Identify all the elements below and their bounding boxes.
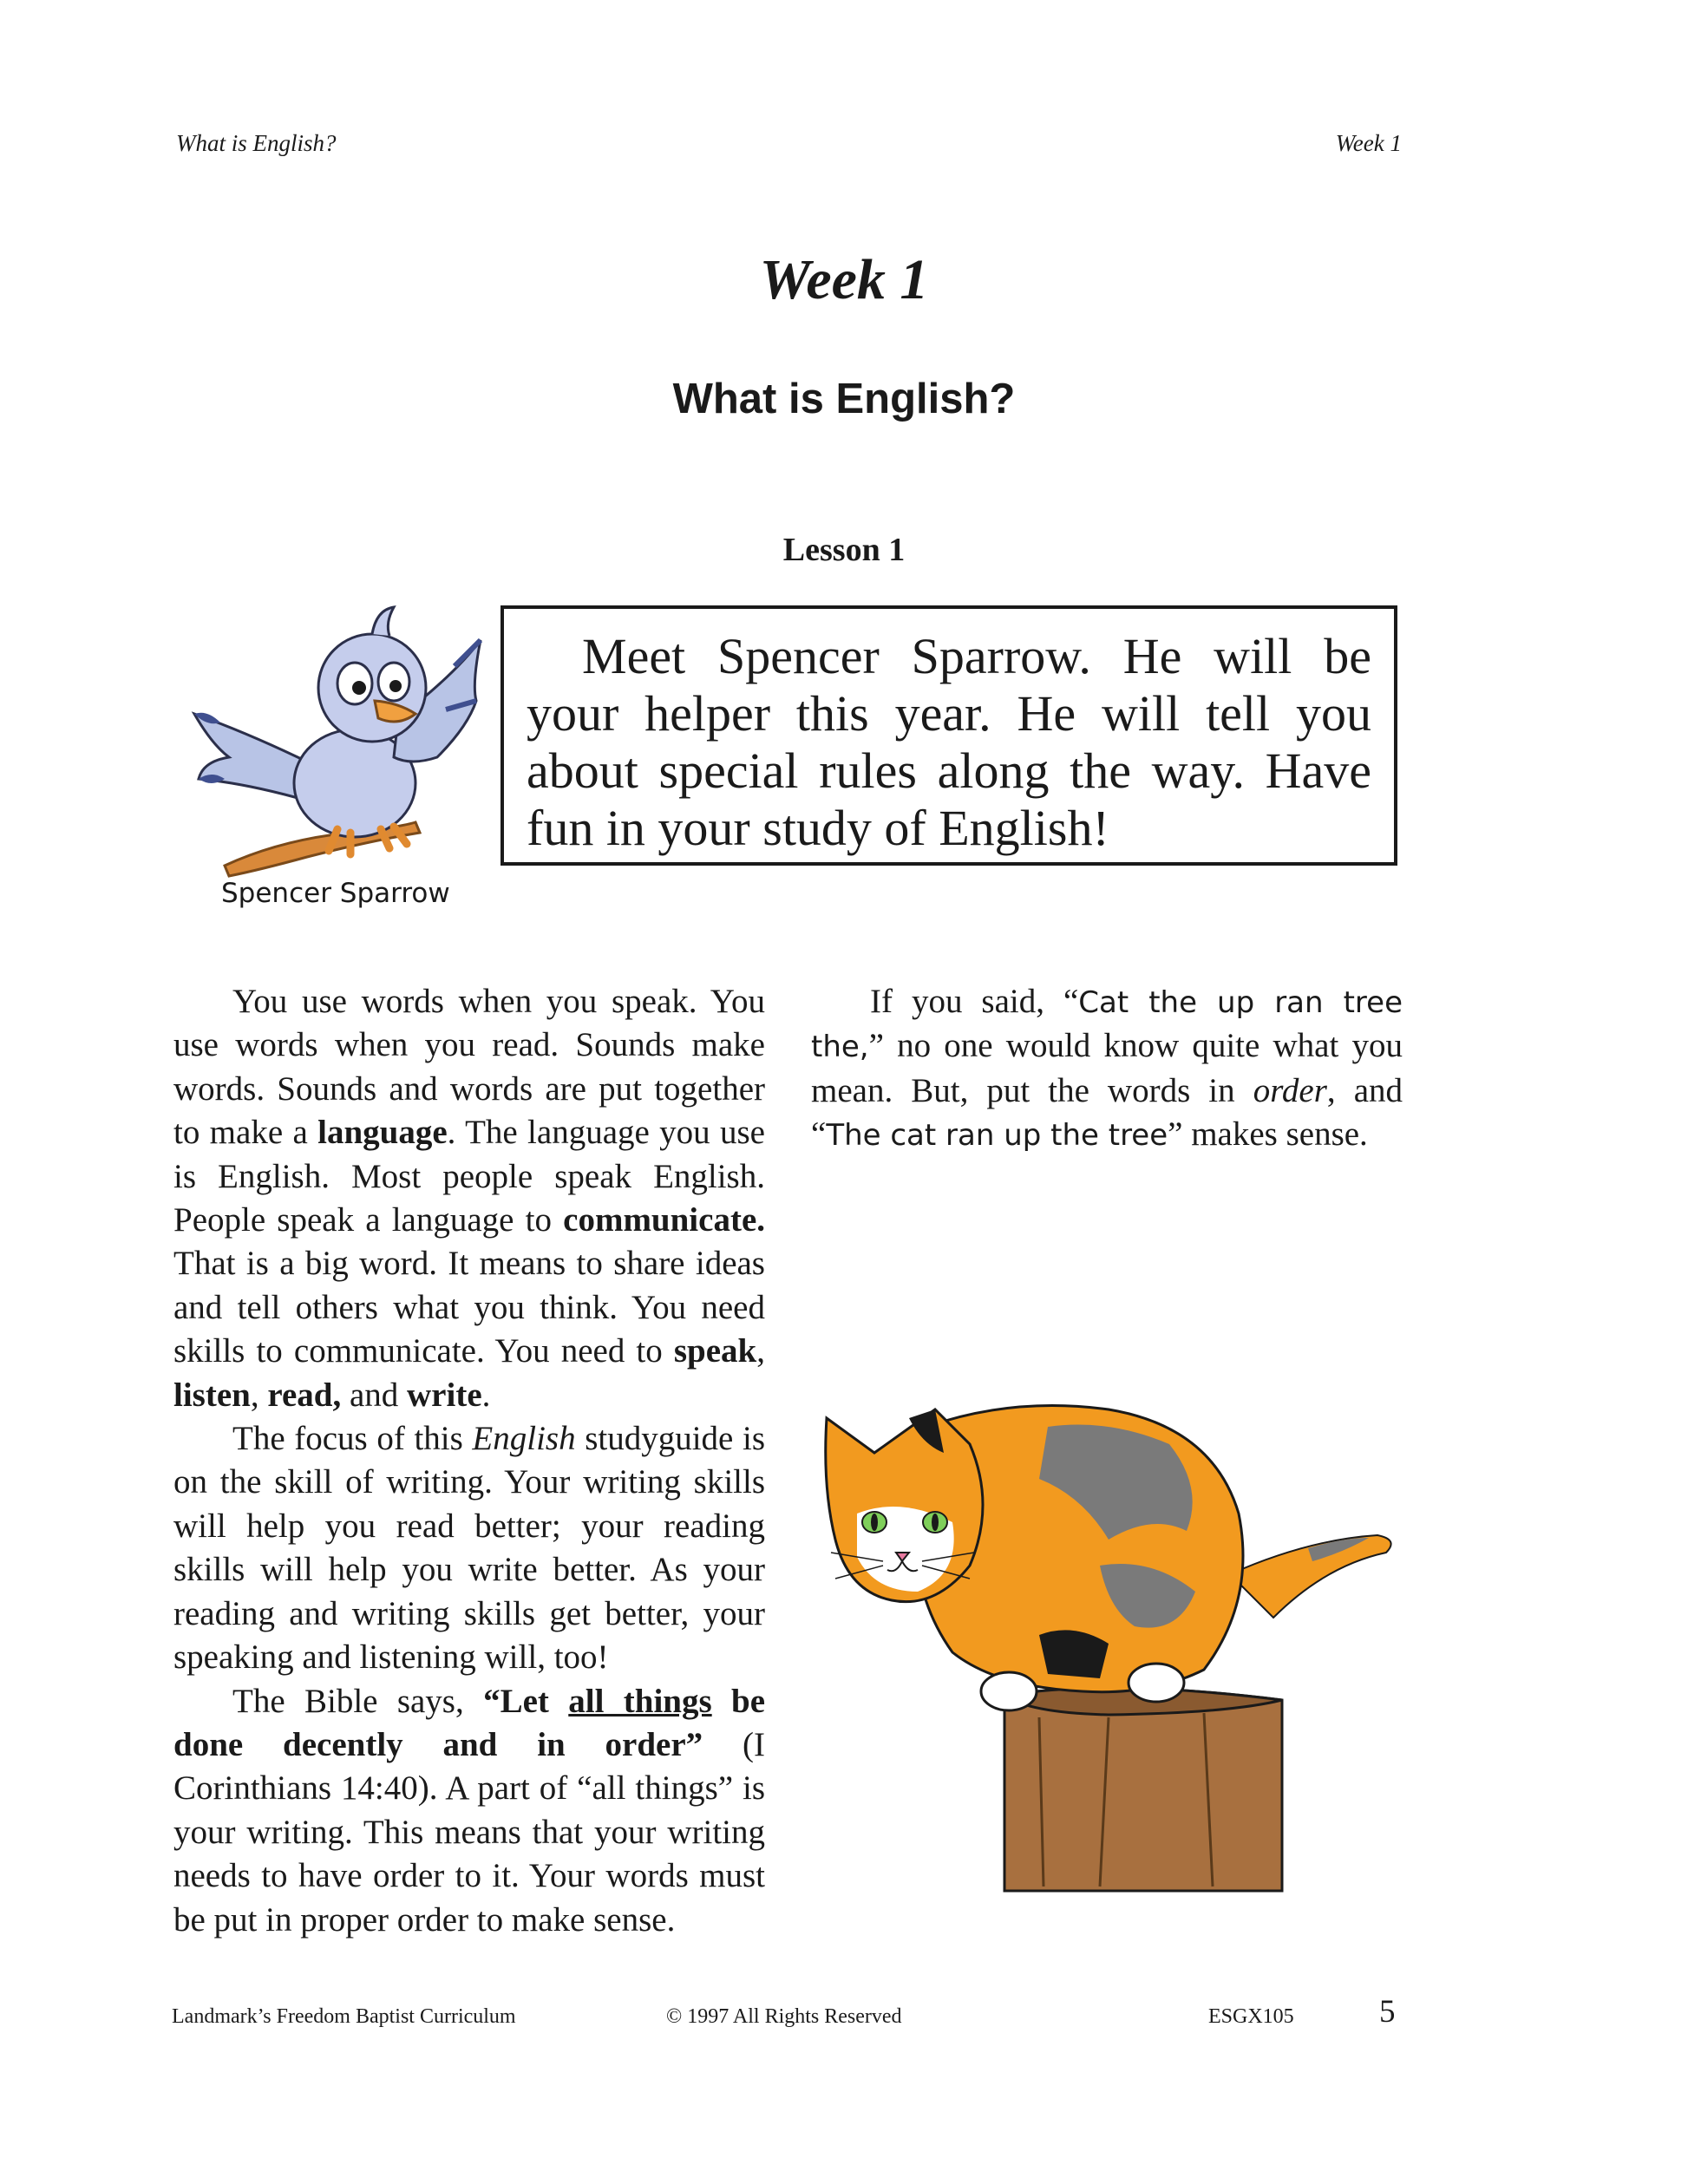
term-read: read,	[267, 1376, 342, 1414]
bible-quote: “Let	[483, 1682, 569, 1720]
text-run: studyguide is on the skill of writing. Your writing skills will help you read better; your reading skills will help you write better. As your reading and writing skills get better, your speaking and listening will, too!	[173, 1420, 765, 1677]
running-head-left: What is English?	[176, 130, 337, 156]
lesson-heading: Lesson 1	[782, 532, 906, 568]
page-subtitle: What is English?	[672, 376, 1016, 422]
body-column-left	[173, 980, 765, 1942]
text-run: ,	[250, 1376, 268, 1414]
text-run: and	[341, 1376, 408, 1414]
bible-quote-underlined: all things	[568, 1682, 712, 1720]
term-speak: speak	[673, 1332, 757, 1370]
ordered-sentence: The cat ran up the tree	[826, 1118, 1168, 1154]
text-run: , and “	[811, 1071, 1403, 1154]
footer-code: ESGX105	[1208, 2005, 1294, 2028]
text-run: That is a big word. It means to share ideas and tell others what you think. You need skills to communicate. You need to	[173, 1245, 765, 1370]
sparrow-illustration	[177, 605, 498, 883]
term-english: English	[472, 1420, 576, 1458]
text-run: The focus of this	[232, 1420, 473, 1458]
calico-cat-illustration	[822, 1392, 1412, 1895]
paragraph-2	[173, 1417, 765, 1679]
intro-box	[501, 605, 1397, 866]
term-language: language	[317, 1114, 448, 1152]
body-column-right	[811, 980, 1403, 1158]
text-run: The Bible says,	[232, 1682, 484, 1720]
footer-publisher: Landmark’s Freedom Baptist Curriculum	[172, 2005, 516, 2028]
text-run: ” no one would know quite what you mean. But, put the words in	[811, 1027, 1403, 1109]
term-order: order	[1253, 1071, 1327, 1109]
running-head-right: Week 1	[1335, 130, 1402, 156]
intro-text: Meet Spencer Sparrow. He will be your helper this year. He will tell you about special rules along the way. Have fun in your study of English!	[527, 628, 1371, 856]
bible-quote: be done decently and in order”	[173, 1682, 766, 1763]
text-run: .	[481, 1376, 491, 1414]
term-write: write	[407, 1376, 482, 1414]
text-run: (I Corinthians 14:40). A part of “all things” is your writing. This means that your writing needs to have order to it. Your words must be put in proper order to make sense.	[173, 1725, 765, 1939]
term-listen: listen	[173, 1376, 251, 1414]
term-communicate: communicate.	[563, 1201, 765, 1239]
week-title: Week 1	[759, 248, 929, 311]
scrambled-sentence: Cat the up ran tree the,	[811, 985, 1403, 1065]
text-run: You use words when you speak. You use words when you read. Sounds make words. Sounds and words are put together to make a	[173, 983, 765, 1152]
paragraph-3	[173, 1680, 765, 1942]
text-run: If you said, “	[870, 983, 1079, 1020]
page-number: 5	[1379, 1994, 1396, 2030]
sparrow-caption: Spencer Sparrow	[221, 878, 450, 909]
paragraph-4	[811, 980, 1403, 1158]
paragraph-1	[173, 980, 765, 1417]
footer-copyright: © 1997 All Rights Reserved	[666, 2005, 902, 2028]
text-run: ” makes sense.	[1168, 1115, 1368, 1154]
text-run: ,	[756, 1332, 765, 1370]
text-run: . The language you use is English. Most people speak English. People speak a language to	[173, 1114, 765, 1239]
